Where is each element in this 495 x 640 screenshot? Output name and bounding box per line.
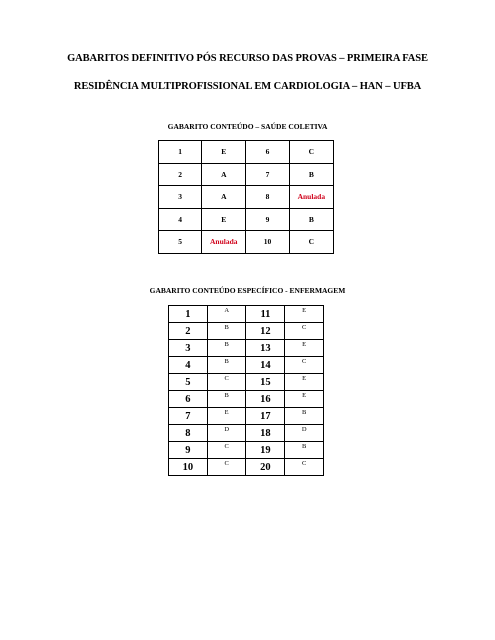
document-subtitle: RESIDÊNCIA MULTIPROFISSIONAL EM CARDIOLOGIA – HAN – UFBA: [73, 81, 422, 92]
table-row: [169, 408, 324, 425]
answer-table-saude-coletiva: [158, 140, 334, 254]
section-title-saude-coletiva: GABARITO CONTEÚDO – SAÚDE COLETIVA: [167, 122, 328, 131]
question-number-cell: 6: [246, 141, 289, 164]
answer-cell: C: [207, 459, 246, 476]
answer-cell: E: [202, 141, 246, 164]
question-number-cell: 13: [246, 340, 285, 357]
question-number-cell: 14: [246, 357, 285, 374]
table-row: [159, 231, 334, 254]
answer-cell: E: [285, 391, 324, 408]
answer-cell: B: [207, 340, 246, 357]
answer-cell: Anulada: [289, 186, 333, 209]
table-row: [169, 357, 324, 374]
answer-cell: C: [285, 459, 324, 476]
question-number-cell: 3: [159, 186, 202, 209]
answer-cell: E: [202, 208, 246, 231]
answer-cell: B: [207, 357, 246, 374]
question-number-cell: 16: [246, 391, 285, 408]
answer-cell: E: [285, 374, 324, 391]
table-row: [169, 425, 324, 442]
question-number-cell: 19: [246, 442, 285, 459]
answer-cell: C: [285, 323, 324, 340]
question-number-cell: 20: [246, 459, 285, 476]
table-row: [169, 459, 324, 476]
answer-cell: B: [285, 408, 324, 425]
table-row: [169, 391, 324, 408]
document-title: GABARITOS DEFINITIVO PÓS RECURSO DAS PROVAS – PRIMEIRA FASE: [67, 53, 428, 64]
table-row: [159, 208, 334, 231]
question-number-cell: 6: [169, 391, 208, 408]
answer-cell: C: [289, 141, 333, 164]
question-number-cell: 2: [169, 323, 208, 340]
question-number-cell: 7: [246, 163, 289, 186]
table-row: [169, 442, 324, 459]
answer-cell: C: [207, 374, 246, 391]
answer-cell: E: [207, 408, 246, 425]
table-row: [169, 340, 324, 357]
question-number-cell: 3: [169, 340, 208, 357]
answer-cell: D: [207, 425, 246, 442]
table-row: [159, 141, 334, 164]
answer-table-enfermagem: [168, 305, 324, 476]
answer-cell: D: [285, 425, 324, 442]
question-number-cell: 12: [246, 323, 285, 340]
table-row: [159, 163, 334, 186]
question-number-cell: 17: [246, 408, 285, 425]
question-number-cell: 8: [246, 186, 289, 209]
answer-cell: Anulada: [202, 231, 246, 254]
question-number-cell: 8: [169, 425, 208, 442]
question-number-cell: 11: [246, 306, 285, 323]
question-number-cell: 5: [159, 231, 202, 254]
answer-cell: B: [289, 208, 333, 231]
answer-cell: E: [285, 340, 324, 357]
section-title-enfermagem: GABARITO CONTEÚDO ESPECÍFICO - ENFERMAGEM: [149, 286, 346, 295]
question-number-cell: 15: [246, 374, 285, 391]
answer-cell: B: [285, 442, 324, 459]
table-row: [169, 306, 324, 323]
table-row: [169, 374, 324, 391]
table-row: [169, 323, 324, 340]
table-row: [159, 186, 334, 209]
question-number-cell: 1: [169, 306, 208, 323]
question-number-cell: 10: [246, 231, 289, 254]
question-number-cell: 4: [159, 208, 202, 231]
answer-cell: A: [207, 306, 246, 323]
answer-cell: C: [207, 442, 246, 459]
question-number-cell: 5: [169, 374, 208, 391]
question-number-cell: 2: [159, 163, 202, 186]
question-number-cell: 9: [246, 208, 289, 231]
answer-cell: E: [285, 306, 324, 323]
answer-cell: A: [202, 163, 246, 186]
question-number-cell: 4: [169, 357, 208, 374]
question-number-cell: 10: [169, 459, 208, 476]
answer-cell: A: [202, 186, 246, 209]
answer-cell: B: [207, 323, 246, 340]
question-number-cell: 1: [159, 141, 202, 164]
question-number-cell: 9: [169, 442, 208, 459]
question-number-cell: 18: [246, 425, 285, 442]
answer-cell: B: [207, 391, 246, 408]
answer-cell: C: [285, 357, 324, 374]
question-number-cell: 7: [169, 408, 208, 425]
answer-cell: B: [289, 163, 333, 186]
answer-cell: C: [289, 231, 333, 254]
